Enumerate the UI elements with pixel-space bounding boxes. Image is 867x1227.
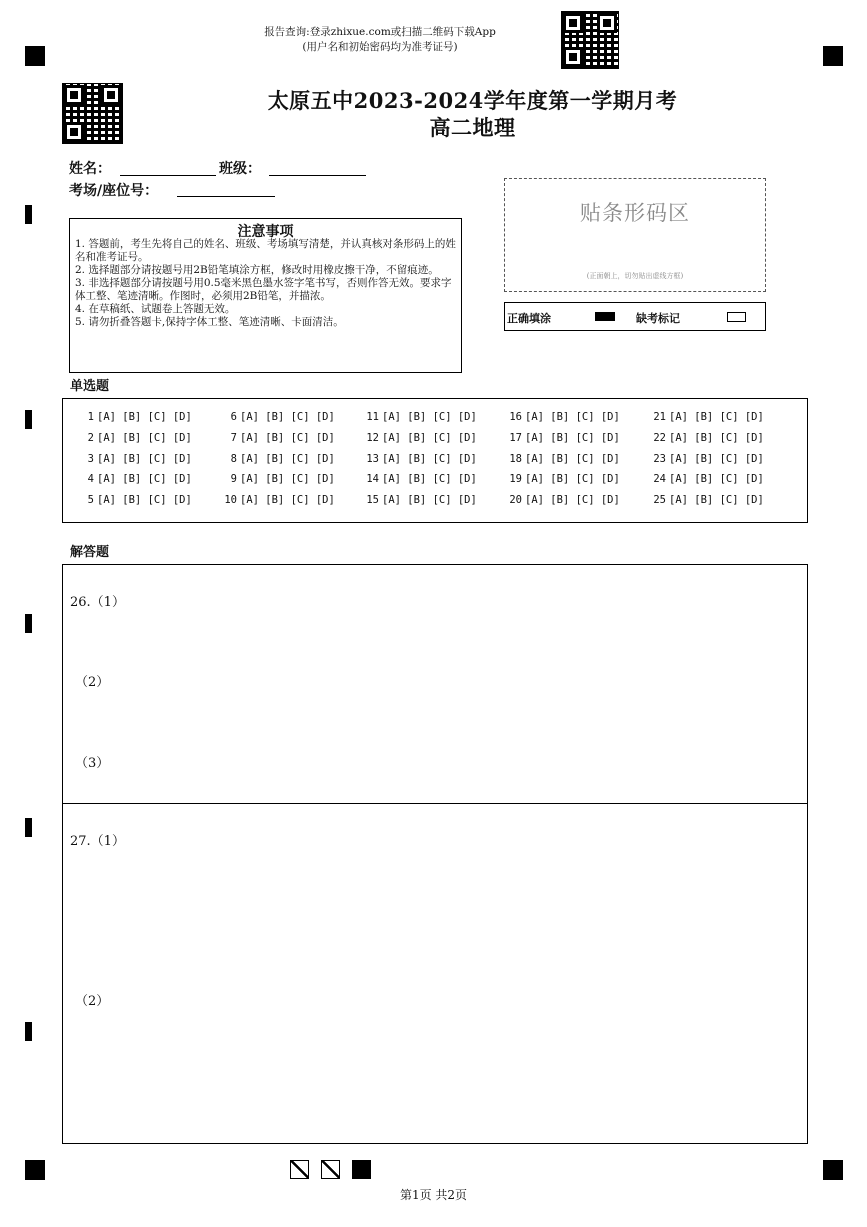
answer-options[interactable]: [A] [B] [C] [D] (525, 411, 620, 423)
q26-part2-label: （2） (75, 675, 110, 690)
choice-question-6[interactable] (221, 411, 335, 423)
answer-options[interactable]: [A] [B] [C] [D] (382, 432, 477, 444)
question-number: 23 (653, 453, 666, 465)
question-number: 3 (87, 453, 94, 465)
question-number: 6 (230, 411, 237, 423)
answer-options[interactable]: [A] [B] [C] [D] (97, 432, 192, 444)
question-number: 17 (509, 432, 522, 444)
side-mark (25, 410, 32, 429)
answer-options[interactable]: [A] [B] [C] [D] (669, 494, 764, 506)
question-number: 8 (230, 453, 237, 465)
answer-options[interactable]: [A] [B] [C] [D] (382, 494, 477, 506)
choice-question-7[interactable] (221, 432, 335, 444)
choice-question-13[interactable] (363, 453, 477, 465)
answer-options[interactable]: [A] [B] [C] [D] (97, 473, 192, 485)
timing-mark-hatched (321, 1160, 340, 1179)
q27-part1-label: 27.（1） (70, 834, 125, 849)
notes-item: 2. 选择题部分请按题号用2B铅笔填涂方框，修改时用橡皮擦干净，不留痕迹。 (75, 264, 439, 276)
question-number: 2 (87, 432, 94, 444)
side-mark (25, 205, 32, 224)
answer-options[interactable]: [A] [B] [C] [D] (97, 494, 192, 506)
choice-question-25[interactable] (650, 494, 764, 506)
barcode-area (504, 178, 766, 292)
question-number: 19 (509, 473, 522, 485)
choice-question-8[interactable] (221, 453, 335, 465)
choice-question-18[interactable] (506, 453, 620, 465)
qr-code-icon (561, 11, 619, 69)
question-number: 9 (230, 473, 237, 485)
question-number: 25 (653, 494, 666, 506)
question-number: 5 (87, 494, 94, 506)
answer-options[interactable]: [A] [B] [C] [D] (382, 453, 477, 465)
class-field[interactable] (269, 175, 366, 176)
exam-subject: 高二地理 (429, 115, 516, 140)
choice-question-17[interactable] (506, 432, 620, 444)
class-label: 班级： (219, 161, 261, 177)
answer-options[interactable]: [A] [B] [C] [D] (240, 432, 335, 444)
single-choice-grid (62, 398, 808, 523)
notes-box (69, 218, 462, 373)
answer-box-q26[interactable] (62, 564, 808, 804)
notes-item: 5. 请勿折叠答题卡,保持字体工整、笔迹清晰、卡面清洁。 (75, 316, 344, 328)
seat-field[interactable] (177, 196, 275, 197)
notes-item: 4. 在草稿纸、试题卷上答题无效。 (75, 303, 236, 315)
correct-fill-sample-icon (595, 312, 615, 321)
notes-title: 注意事项 (237, 224, 294, 240)
answer-options[interactable]: [A] [B] [C] [D] (382, 473, 477, 485)
correct-fill-label: 正确填涂 (507, 312, 551, 325)
choice-question-14[interactable] (363, 473, 477, 485)
choice-question-2[interactable] (78, 432, 192, 444)
side-mark (25, 614, 32, 633)
choice-question-10[interactable] (221, 494, 335, 506)
notes-list (75, 238, 457, 329)
q26-part3-label: （3） (75, 756, 110, 771)
question-number: 20 (509, 494, 522, 506)
side-mark (25, 818, 32, 837)
timing-mark-solid (352, 1160, 371, 1179)
choice-question-1[interactable] (78, 411, 192, 423)
question-number: 14 (366, 473, 379, 485)
question-number: 16 (509, 411, 522, 423)
name-label: 姓名： (69, 161, 111, 177)
question-number: 4 (87, 473, 94, 485)
choice-question-24[interactable] (650, 473, 764, 485)
report-query-text: 报告查询:登录zhixue.com或扫描二维码下载App (264, 26, 496, 38)
corner-mark-bottom-right (823, 1160, 843, 1180)
corner-mark-bottom-left (25, 1160, 45, 1180)
question-number: 18 (509, 453, 522, 465)
fill-example-box (504, 302, 766, 331)
choice-question-23[interactable] (650, 453, 764, 465)
answer-options[interactable]: [A] [B] [C] [D] (525, 453, 620, 465)
answer-options[interactable]: [A] [B] [C] [D] (240, 473, 335, 485)
question-number: 11 (366, 411, 379, 423)
choice-question-11[interactable] (363, 411, 477, 423)
qr-code-icon (62, 83, 123, 144)
choice-question-16[interactable] (506, 411, 620, 423)
choice-question-4[interactable] (78, 473, 192, 485)
answer-options[interactable]: [A] [B] [C] [D] (97, 411, 192, 423)
question-number: 1 (87, 411, 94, 423)
choice-question-12[interactable] (363, 432, 477, 444)
timing-mark-hatched (290, 1160, 309, 1179)
question-number: 12 (366, 432, 379, 444)
seat-label: 考场/座位号： (69, 183, 159, 199)
question-number: 24 (653, 473, 666, 485)
question-number: 15 (366, 494, 379, 506)
barcode-note: (正面朝上，切勿贴出虚线方框) (586, 272, 684, 280)
notes-item: 3. 非选择题部分请按题号用0.5毫米黑色墨水签字笔书写，否则作答无效。要求字体工整、笔迹清晰。作图时，必须用2B铅笔，并描浓。 (75, 277, 452, 302)
answer-options[interactable]: [A] [B] [C] [D] (240, 453, 335, 465)
answer-options[interactable]: [A] [B] [C] [D] (669, 411, 764, 423)
answer-options[interactable]: [A] [B] [C] [D] (97, 453, 192, 465)
absent-mark-label: 缺考标记 (636, 312, 680, 325)
answer-options[interactable]: [A] [B] [C] [D] (525, 494, 620, 506)
side-mark (25, 1022, 32, 1041)
question-number: 13 (366, 453, 379, 465)
single-choice-label: 单选题 (70, 379, 110, 394)
choice-question-20[interactable] (506, 494, 620, 506)
choice-question-22[interactable] (650, 432, 764, 444)
answer-options[interactable]: [A] [B] [C] [D] (525, 432, 620, 444)
question-number: 7 (230, 432, 237, 444)
answer-options[interactable]: [A] [B] [C] [D] (669, 473, 764, 485)
corner-mark-top-left (25, 46, 45, 66)
answer-options[interactable]: [A] [B] [C] [D] (669, 432, 764, 444)
absent-mark-checkbox[interactable] (727, 312, 746, 322)
answer-options[interactable]: [A] [B] [C] [D] (240, 411, 335, 423)
question-number: 10 (224, 494, 237, 506)
name-field[interactable] (120, 175, 216, 176)
answer-section-label: 解答题 (70, 545, 110, 560)
answer-options[interactable]: [A] [B] [C] [D] (240, 494, 335, 506)
exam-title: 太原五中2023-2024学年度第一学期月考 (267, 88, 678, 113)
q27-part2-label: （2） (75, 994, 110, 1009)
choice-question-15[interactable] (363, 494, 477, 506)
q26-part1-label: 26.（1） (70, 595, 125, 610)
choice-question-19[interactable] (506, 473, 620, 485)
answer-box-q27[interactable] (62, 803, 808, 1144)
answer-options[interactable]: [A] [B] [C] [D] (382, 411, 477, 423)
choice-question-5[interactable] (78, 494, 192, 506)
choice-question-9[interactable] (221, 473, 335, 485)
report-query-note: (用户名和初始密码均为准考证号) (302, 41, 458, 53)
answer-options[interactable]: [A] [B] [C] [D] (669, 453, 764, 465)
question-number: 21 (653, 411, 666, 423)
choice-question-21[interactable] (650, 411, 764, 423)
choice-question-3[interactable] (78, 453, 192, 465)
page-number: 第1页 共2页 (399, 1188, 468, 1202)
corner-mark-top-right (823, 46, 843, 66)
barcode-title: 贴条形码区 (580, 201, 690, 225)
question-number: 22 (653, 432, 666, 444)
notes-item: 1. 答题前，考生先将自己的姓名、班级、考场填写清楚，并认真核对条形码上的姓名和准考证号。 (75, 238, 456, 263)
answer-options[interactable]: [A] [B] [C] [D] (525, 473, 620, 485)
